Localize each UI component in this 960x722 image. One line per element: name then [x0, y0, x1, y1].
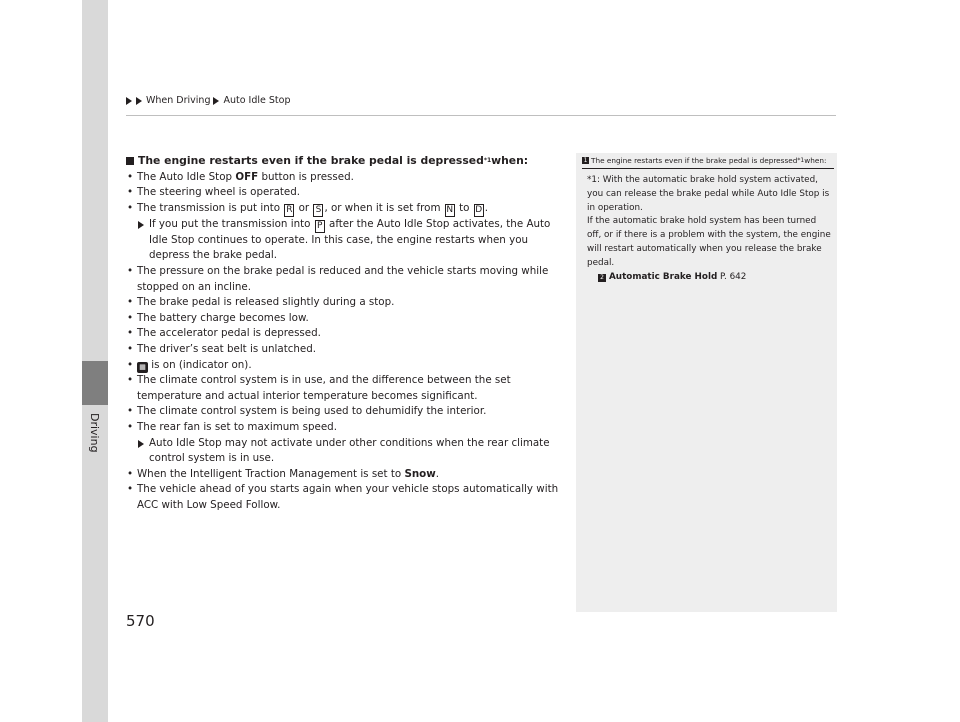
arrow-icon [213, 97, 219, 105]
list-item: • The brake pedal is released slightly during a stop. [127, 296, 395, 309]
note-paragraph: If the automatic brake hold system has been turned off, or if there is a problem with the system, the engine will restart automatically when you release the brake pedal. [587, 216, 831, 268]
arrow-icon [138, 440, 144, 448]
note-rule [582, 168, 834, 169]
main-content [126, 153, 566, 513]
gear-s-key: S [313, 204, 323, 217]
gear-r-key: R [286, 204, 293, 215]
list-item: • The driver’s seat belt is unlatched. [127, 342, 317, 355]
header-rule [126, 115, 836, 116]
gear-d-key: D [475, 204, 483, 215]
gear-p-key: P [315, 220, 325, 233]
gear-n-key: N [446, 204, 454, 215]
list-item: • The climate control system is in use, and the difference between the set temperature and actual interior temperature becomes significant. [127, 374, 511, 402]
list-item: • The Auto Idle Stop OFF button is pressed. [127, 170, 354, 183]
breadcrumb-level1[interactable]: When Driving [146, 95, 211, 106]
cross-reference-link[interactable]: 2 Automatic Brake Hold P. 642 [587, 271, 831, 285]
side-note [576, 153, 837, 612]
list-item: • The vehicle ahead of you starts again when your vehicle stops automatically with ACC with Low Speed Follow. [127, 483, 559, 511]
list-item: • The battery charge becomes low. [127, 311, 309, 324]
page-number: 570 [126, 612, 155, 630]
list-item: • The steering wheel is operated. [127, 186, 301, 199]
note-number-icon: 1 [583, 157, 588, 164]
sub-item: If you put the transmission into P after the Auto Idle Stop activates, the Auto Idle Stop continues to operate. In this case, the engine restarts when you depress the brake pedal. [126, 217, 566, 264]
note-paragraph: *1: With the automatic brake hold system activated, you can release the brake pedal while Auto Idle Stop is in operation. [587, 175, 830, 213]
defrost-icon: ▦ [137, 362, 148, 373]
list-item: • The pressure on the brake pedal is reduced and the vehicle starts moving while stopped on an incline. [127, 264, 549, 293]
side-tab-marker [82, 361, 108, 405]
reference-icon: 2 [598, 274, 606, 282]
side-tab-label: Driving [88, 413, 101, 453]
section-heading: The engine restarts even if the brake pedal is depressed *1 when: [126, 153, 566, 169]
breadcrumb [126, 95, 291, 106]
list-item: • The accelerator pedal is depressed. [127, 327, 321, 340]
note-body [587, 174, 831, 284]
sub-item: Auto Idle Stop may not activate under other conditions when the rear climate control system is in use. [126, 436, 566, 467]
note-title: 1 The engine restarts even if the brake pedal is depressed *1 when: [583, 156, 827, 165]
square-bullet-icon [126, 157, 134, 165]
list-item: • When the Intelligent Traction Management is set to Snow. [127, 467, 440, 480]
breadcrumb-level2[interactable]: Auto Idle Stop [223, 95, 291, 106]
list-item: • ▦ is on (indicator on). [127, 358, 252, 371]
arrow-icon [126, 97, 132, 105]
list-item: • The transmission is put into R or S , or when it is set from N to D . [127, 201, 488, 215]
arrow-icon [136, 97, 142, 105]
arrow-icon [138, 221, 144, 229]
list-item: • The rear fan is set to maximum speed. [127, 420, 337, 433]
list-item: • The climate control system is being used to dehumidify the interior. [127, 405, 487, 418]
